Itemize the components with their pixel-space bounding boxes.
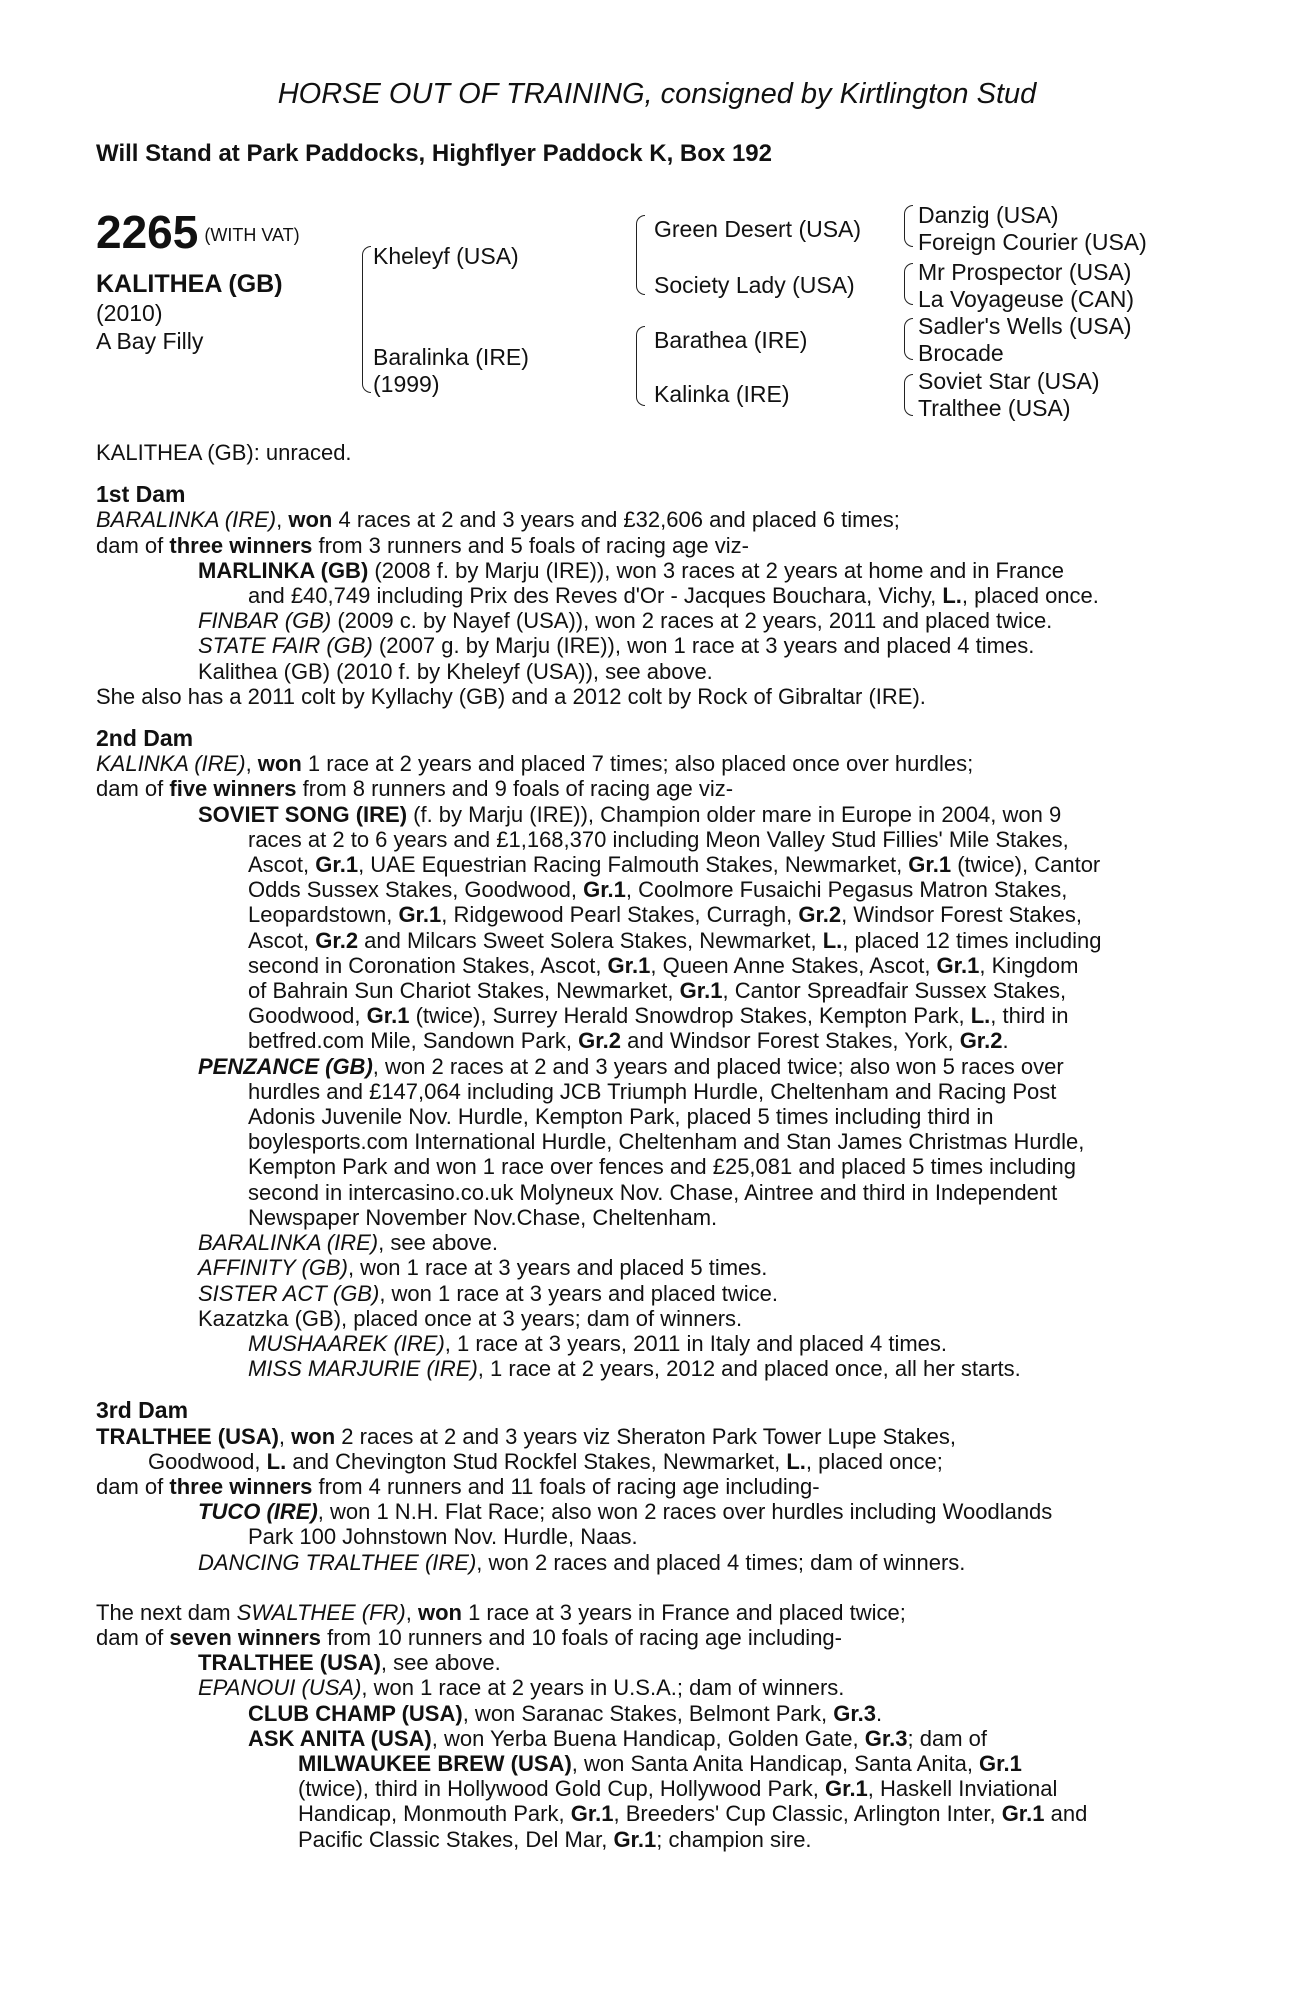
horse-description: A Bay Filly xyxy=(96,328,204,354)
pedigree-ddd: Tralthee (USA) xyxy=(918,395,1071,421)
pedigree-brace xyxy=(636,215,645,295)
progeny-line: Kalithea (GB) (2010 f. by Kheleyf (USA)), see above. xyxy=(198,658,713,684)
vat-label: (WITH VAT) xyxy=(204,225,300,245)
progeny-line: AFFINITY (GB), won 1 race at 3 years and placed 5 times. xyxy=(198,1255,768,1281)
pedigree-sire-sire: Green Desert (USA) xyxy=(654,216,862,242)
dam-line: KALINKA (IRE), won 1 race at 2 years and placed 7 times; also placed once over hurdles; xyxy=(96,751,974,777)
progeny-line: MUSHAAREK (IRE), 1 race at 3 years, 2011 in Italy and placed 4 times. xyxy=(248,1330,948,1356)
progeny-line: Kazatzka (GB), placed once at 3 years; dam of winners. xyxy=(198,1305,743,1331)
page-header: HORSE OUT OF TRAINING, consigned by Kirtlington Stud xyxy=(277,78,1037,110)
dam-line: dam of three winners from 4 runners and 11 foals of racing age including- xyxy=(96,1473,820,1499)
first-dam-heading: 1st Dam xyxy=(96,481,186,508)
progeny-line: Ascot, Gr.1, UAE Equestrian Racing Falmouth Stakes, Newmarket, Gr.1 (twice), Cantor xyxy=(248,852,1101,878)
progeny-line: Leopardstown, Gr.1, Ridgewood Pearl Stakes, Curragh, Gr.2, Windsor Forest Stakes, xyxy=(248,902,1082,928)
progeny-line: MARLINKA (GB) (2008 f. by Marju (IRE)), won 3 races at 2 years at home and in France xyxy=(198,557,1065,583)
progeny-line: boylesports.com International Hurdle, Cheltenham and Stan James Christmas Hurdle, xyxy=(248,1129,1085,1155)
pedigree-brace xyxy=(636,326,645,406)
lot-number: 2265 xyxy=(96,206,199,258)
pedigree-ssd: Foreign Courier (USA) xyxy=(918,229,1147,255)
progeny-line: BARALINKA (IRE), see above. xyxy=(198,1230,498,1256)
progeny-line: EPANOUI (USA), won 1 race at 2 years in U.S.A.; dam of winners. xyxy=(198,1675,845,1701)
dam-line: BARALINKA (IRE), won 4 races at 2 and 3 years and £32,606 and placed 6 times; xyxy=(96,507,900,533)
progeny-line: DANCING TRALTHEE (IRE), won 2 races and placed 4 times; dam of winners. xyxy=(198,1549,966,1575)
progeny-line: MISS MARJURIE (IRE), 1 race at 2 years, 2012 and placed once, all her starts. xyxy=(248,1356,1021,1382)
pedigree-sds: Mr Prospector (USA) xyxy=(918,259,1132,285)
next-dam-line: The next dam SWALTHEE (FR), won 1 race at 3 years in France and placed twice; xyxy=(96,1599,906,1625)
progeny-line: second in intercasino.co.uk Molyneux Nov. Chase, Aintree and third in Independent xyxy=(248,1179,1058,1205)
pedigree-brace xyxy=(904,318,913,360)
progeny-line: (twice), third in Hollywood Gold Cup, Hollywood Park, Gr.1, Haskell Inviational xyxy=(298,1776,1058,1802)
second-dam-heading: 2nd Dam xyxy=(96,725,194,752)
dam-line: Goodwood, L. and Chevington Stud Rockfel Stakes, Newmarket, L., placed once; xyxy=(148,1448,943,1474)
progeny-line: TUCO (IRE), won 1 N.H. Flat Race; also won 2 races over hurdles including Woodlands xyxy=(198,1499,1053,1525)
pedigree-sss: Danzig (USA) xyxy=(918,202,1059,228)
progeny-line: and £40,749 including Prix des Reves d'Or - Jacques Bouchara, Vichy, L., placed once. xyxy=(248,583,1099,609)
progeny-line: Park 100 Johnstown Nov. Hurdle, Naas. xyxy=(248,1524,638,1550)
pedigree-sire: Kheleyf (USA) xyxy=(373,243,519,269)
pedigree-brace xyxy=(362,246,371,393)
horse-name: KALITHEA (GB) xyxy=(96,270,283,298)
progeny-line: second in Coronation Stakes, Ascot, Gr.1, Queen Anne Stakes, Ascot, Gr.1, Kingdom xyxy=(248,952,1079,978)
progeny-line: races at 2 to 6 years and £1,168,370 including Meon Valley Stud Fillies' Mile Stakes, xyxy=(248,826,1069,852)
stand-location: Will Stand at Park Paddocks, Highflyer Paddock K, Box 192 xyxy=(96,140,772,167)
pedigree-brace xyxy=(904,374,913,416)
progeny-line: ASK ANITA (USA), won Yerba Buena Handicap, Golden Gate, Gr.3; dam of xyxy=(248,1725,988,1751)
progeny-line: MILWAUKEE BREW (USA), won Santa Anita Handicap, Santa Anita, Gr.1 xyxy=(298,1750,1022,1776)
horse-year: (2010) xyxy=(96,300,163,326)
lot-number-block xyxy=(96,205,300,259)
progeny-line: FINBAR (GB) (2009 c. by Nayef (USA)), won 2 races at 2 years, 2011 and placed twice. xyxy=(198,608,1053,634)
dam-line: She also has a 2011 colt by Kyllachy (GB) and a 2012 colt by Rock of Gibraltar (IRE). xyxy=(96,683,926,709)
progeny-line: PENZANCE (GB), won 2 races at 2 and 3 years and placed twice; also won 5 races over xyxy=(198,1053,1064,1079)
progeny-line: Pacific Classic Stakes, Del Mar, Gr.1; champion sire. xyxy=(298,1826,812,1852)
pedigree-sdd: La Voyageuse (CAN) xyxy=(918,286,1135,312)
progeny-line: Odds Sussex Stakes, Goodwood, Gr.1, Coolmore Fusaichi Pegasus Matron Stakes, xyxy=(248,877,1068,903)
progeny-line: of Bahrain Sun Chariot Stakes, Newmarket, Gr.1, Cantor Spreadfair Sussex Stakes, xyxy=(248,978,1067,1004)
dam-line: dam of five winners from 8 runners and 9 foals of racing age viz- xyxy=(96,776,734,802)
third-dam-heading: 3rd Dam xyxy=(96,1397,189,1424)
pedigree-brace xyxy=(904,205,913,247)
progeny-line: Goodwood, Gr.1 (twice), Surrey Herald Snowdrop Stakes, Kempton Park, L., third in xyxy=(248,1003,1069,1029)
progeny-line: CLUB CHAMP (USA), won Saranac Stakes, Belmont Park, Gr.3. xyxy=(248,1700,883,1726)
dam-line: TRALTHEE (USA), won 2 races at 2 and 3 years viz Sheraton Park Tower Lupe Stakes, xyxy=(96,1423,956,1449)
progeny-line: Newspaper November Nov.Chase, Cheltenham. xyxy=(248,1204,718,1230)
pedigree-dam-sire: Barathea (IRE) xyxy=(654,327,808,353)
progeny-line: Handicap, Monmouth Park, Gr.1, Breeders' Cup Classic, Arlington Inter, Gr.1 and xyxy=(298,1801,1088,1827)
pedigree-dds: Soviet Star (USA) xyxy=(918,368,1100,394)
progeny-line: Kempton Park and won 1 race over fences and £25,081 and placed 5 times including xyxy=(248,1154,1076,1180)
progeny-line: Ascot, Gr.2 and Milcars Sweet Solera Stakes, Newmarket, L., placed 12 times including xyxy=(248,927,1102,953)
next-dam-line: dam of seven winners from 10 runners and 10 foals of racing age including- xyxy=(96,1624,842,1650)
progeny-line: Adonis Juvenile Nov. Hurdle, Kempton Park, placed 5 times including third in xyxy=(248,1104,994,1130)
progeny-line: TRALTHEE (USA), see above. xyxy=(198,1650,501,1676)
family-details xyxy=(96,440,1200,1852)
pedigree-dam-year: (1999) xyxy=(373,371,440,397)
progeny-line: SOVIET SONG (IRE) (f. by Marju (IRE)), Champion older mare in Europe in 2004, won 9 xyxy=(198,801,1062,827)
dam-line: dam of three winners from 3 runners and 5 foals of racing age viz- xyxy=(96,532,749,558)
progeny-line: betfred.com Mile, Sandown Park, Gr.2 and Windsor Forest Stakes, York, Gr.2. xyxy=(248,1028,1009,1054)
progeny-line: hurdles and £147,064 including JCB Triumph Hurdle, Cheltenham and Racing Post xyxy=(248,1078,1057,1104)
pedigree-brace xyxy=(904,263,913,305)
progeny-line: STATE FAIR (GB) (2007 g. by Marju (IRE)), won 1 race at 3 years and placed 4 times. xyxy=(198,633,1035,659)
pedigree-sire-dam: Society Lady (USA) xyxy=(654,272,855,298)
pedigree-dsd: Brocade xyxy=(918,340,1004,366)
pedigree-dam: Baralinka (IRE) xyxy=(373,344,529,370)
race-record: KALITHEA (GB): unraced. xyxy=(96,440,352,465)
pedigree-dam-dam: Kalinka (IRE) xyxy=(654,381,790,407)
progeny-line: SISTER ACT (GB), won 1 race at 3 years and placed twice. xyxy=(198,1280,778,1306)
pedigree-dss: Sadler's Wells (USA) xyxy=(918,313,1132,339)
